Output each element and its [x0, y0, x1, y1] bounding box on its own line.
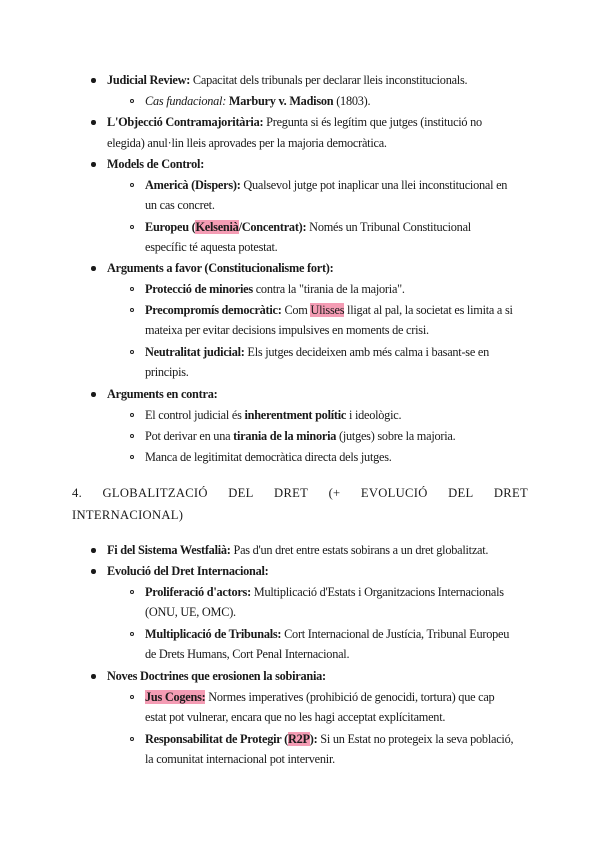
item-neutralitat: [145, 344, 489, 360]
bullet-circle: [130, 632, 134, 636]
label-pre: Responsabilitat de Protegir (: [145, 732, 288, 746]
text: Multiplicació d'Estats i Organitzacions Internacionals: [250, 585, 504, 599]
label: Precompromís democràtic:: [145, 303, 282, 317]
heading-word: EVOLUCIÓ: [360, 486, 428, 500]
text-pre: Com: [281, 303, 311, 317]
bullet-disc: [91, 266, 96, 271]
label-post: /Concentrat):: [238, 220, 307, 234]
heading-word: DEL: [228, 486, 254, 500]
text: Si un Estat no protegeix la seva població,: [317, 732, 514, 746]
heading-line-1: [72, 482, 528, 504]
bullet-disc: [91, 120, 96, 125]
text: Capacitat dels tribunals per declarar lleis inconstitucionals.: [190, 73, 468, 87]
bullet-disc: [91, 162, 96, 167]
year: (1803).: [333, 94, 371, 108]
case-name: Marbury v. Madison: [228, 94, 334, 108]
item-politic: [145, 407, 401, 423]
bullet-circle: [130, 413, 134, 417]
text-post: lligat al pal, la societat es limita a si: [344, 303, 513, 317]
bullet-circle: [130, 737, 134, 741]
bullet-disc: [91, 569, 96, 574]
item-judicial-review: [107, 72, 467, 88]
label: L'Objecció Contramajoritària:: [107, 115, 264, 129]
item-jus-cogens-cont: estat pot vulnerar, encara que no les hagi acceptat explícitament.: [145, 710, 446, 724]
item-actors: [145, 584, 504, 600]
label: Judicial Review:: [107, 73, 191, 87]
label: Fi del Sistema Westfalià:: [107, 543, 231, 557]
highlight-r2p: R2P: [287, 732, 310, 746]
bullet-disc: [91, 78, 96, 83]
label-pre: Europeu (: [145, 220, 196, 234]
bold-text: tirania de la minoria: [233, 429, 337, 443]
item-america: [145, 177, 507, 193]
heading-line-2: INTERNACIONAL): [72, 508, 184, 522]
label: [145, 732, 317, 746]
item-europeu-cont: específic té aquesta potestat.: [145, 240, 278, 254]
item-tribunals: [145, 626, 509, 642]
item-manca: Manca de legitimitat democràtica directa dels jutges.: [145, 450, 392, 464]
item-europeu: [145, 219, 471, 235]
label: Americà (Dispers):: [145, 178, 241, 192]
text: Pas d'un dret entre estats sobirans a un dret globalitzat.: [230, 543, 489, 557]
bullet-circle: [130, 590, 134, 594]
item-jus-cogens: [145, 689, 494, 705]
heading-word: GLOBALITZACIÓ: [102, 486, 208, 500]
text-pre: El control judicial és: [145, 408, 245, 422]
heading-word: DRET: [493, 486, 528, 500]
text-pre: Pot derivar en una: [145, 429, 234, 443]
text-post: (jutges) sobre la majoria.: [336, 429, 456, 443]
item-favor: Arguments a favor (Constitucionalisme fort):: [107, 261, 334, 275]
label: Multiplicació de Tribunals:: [145, 627, 282, 641]
item-actors-cont: (ONU, UE, OMC).: [145, 605, 236, 619]
item-neutralitat-cont: principis.: [145, 365, 189, 379]
heading-word: 4.: [72, 486, 83, 500]
item-america-cont: un cas concret.: [145, 198, 215, 212]
label: Proliferació d'actors:: [145, 585, 251, 599]
text: Només un Tribunal Constitucional: [306, 220, 471, 234]
text: Pregunta si és legítim que jutges (institució no: [263, 115, 482, 129]
text: contra la "tirania de la majoria".: [252, 282, 405, 296]
bullet-circle: [130, 434, 134, 438]
bullet-circle: [130, 99, 134, 103]
section-heading: [72, 482, 528, 526]
item-doctrines: Noves Doctrines que erosionen la sobirania:: [107, 669, 326, 683]
heading-word: DEL: [448, 486, 474, 500]
bullet-circle: [130, 183, 134, 187]
item-tribunals-cont: de Drets Humans, Cort Penal Internacional.: [145, 647, 350, 661]
highlight-jus-cogens: Jus Cogens:: [145, 690, 206, 704]
bullet-disc: [91, 674, 96, 679]
label: Neutralitat judicial:: [145, 345, 245, 359]
heading-word: (+: [328, 486, 341, 500]
text: Cort Internacional de Justícia, Tribunal Europeu: [281, 627, 510, 641]
text: Normes imperatives (prohibició de genocidi, tortura) que cap: [205, 690, 495, 704]
item-objeccio: [107, 114, 482, 130]
item-r2p: [145, 731, 513, 747]
label: Protecció de minories: [145, 282, 253, 296]
item-westfalia: [107, 542, 488, 558]
heading-word: DRET: [274, 486, 309, 500]
label-post: ):: [309, 732, 318, 746]
text-post: i ideològic.: [346, 408, 402, 422]
highlight-ulisses: Ulisses: [310, 303, 345, 317]
item-evolucio: Evolució del Dret Internacional:: [107, 564, 269, 578]
item-objeccio-cont: elegida) anul·lin lleis aprovades per la majoria democràtica.: [107, 136, 387, 150]
bullet-disc: [91, 392, 96, 397]
item-tirania: [145, 428, 455, 444]
label: [145, 220, 306, 234]
item-minories: [145, 281, 405, 297]
bullet-circle: [130, 225, 134, 229]
label: Cas fundacional:: [145, 94, 227, 108]
item-r2p-cont: la comunitat internacional pot intervenir.: [145, 752, 335, 766]
bullet-disc: [91, 548, 96, 553]
item-precompromis: [145, 302, 513, 318]
bold-text: inherentment polític: [244, 408, 347, 422]
item-contra: Arguments en contra:: [107, 387, 218, 401]
item-precompromis-cont: mateixa per evitar decisions impulsives en moments de crisi.: [145, 323, 429, 337]
bullet-circle: [130, 287, 134, 291]
bullet-circle: [130, 455, 134, 459]
text: Els jutges decideixen amb més calma i basant-se en: [244, 345, 489, 359]
highlight-kelsenia: Kelsenià: [195, 220, 239, 234]
bullet-circle: [130, 308, 134, 312]
item-cas-fundacional: [145, 93, 370, 109]
bullet-circle: [130, 350, 134, 354]
item-models: Models de Control:: [107, 157, 205, 171]
text: Qualsevol jutge pot inaplicar una llei inconstitucional en: [240, 178, 508, 192]
bullet-circle: [130, 695, 134, 699]
